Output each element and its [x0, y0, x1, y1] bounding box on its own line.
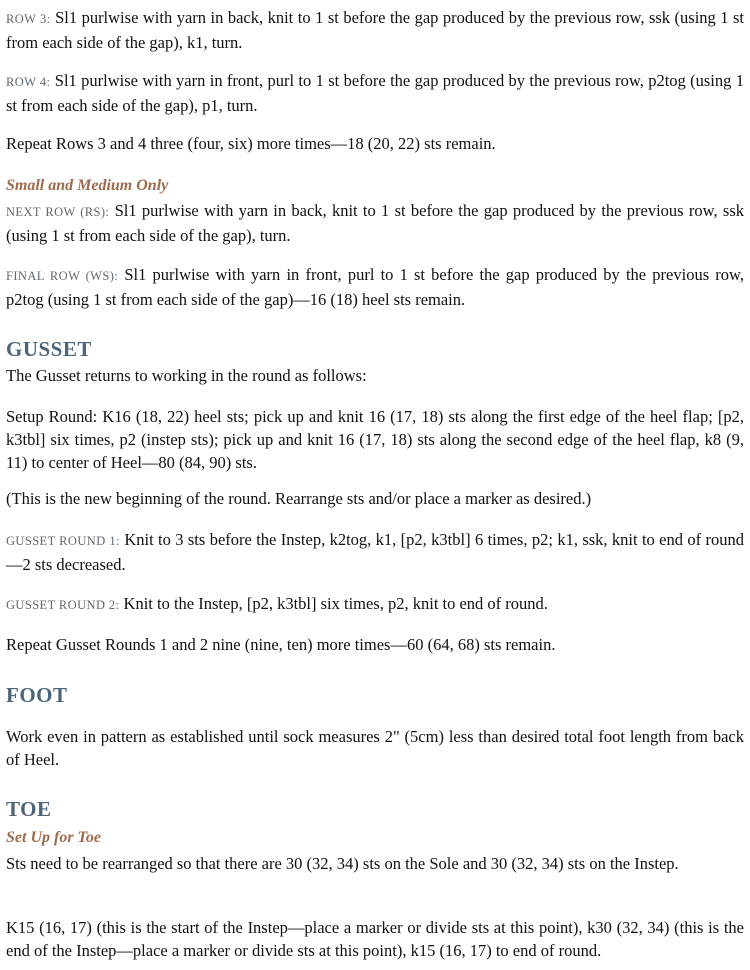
toe-text-1: Sts need to be rearranged so that there are 30 (32, 34) sts on the Sole and 30 (32, 34) sts on the Instep.	[6, 854, 679, 873]
gusset-round-1-label: GUSSET ROUND 1:	[6, 534, 120, 548]
next-row-label: NEXT ROW (RS):	[6, 205, 110, 219]
row-3-instruction	[6, 6, 744, 54]
gusset-intro: The Gusset returns to working in the round as follows:	[6, 366, 367, 385]
final-row-label: FINAL ROW (WS):	[6, 269, 119, 283]
toe-text-2: K15 (16, 17) (this is the start of the Instep—place a marker or divide sts at this point), k30 (32, 34) (this is the end of the Instep—place a marker or divide sts at this point), k15 (16, 17) to end of round.	[6, 918, 744, 960]
small-medium-subheading: Small and Medium Only	[6, 177, 169, 194]
row-4-label: ROW 4:	[6, 75, 51, 89]
toe-setup-subheading: Set Up for Toe	[6, 829, 101, 846]
foot-heading: FOOT	[6, 683, 68, 707]
gusset-round-2-label: GUSSET ROUND 2:	[6, 598, 120, 612]
final-row-instruction	[6, 263, 744, 311]
gusset-round-2-text: Knit to the Instep, [p2, k3tbl] six times, p2, knit to end of round.	[123, 594, 548, 613]
gusset-setup-round: Setup Round: K16 (18, 22) heel sts; pick up and knit 16 (17, 18) sts along the first edge of the heel flap; [p2, k3tbl] six times, p2 (instep sts); pick up and knit 16 (17, 18) sts along the second edge of the heel flap, k8 (9, 11) to center of Heel—80 (84, 90) sts.	[6, 407, 744, 472]
row-4-text: Sl1 purlwise with yarn in front, purl to 1 st before the gap produced by the previous row, p2tog (using 1 st from each side of the gap), p1, turn.	[6, 71, 745, 115]
next-row-text: Sl1 purlwise with yarn in back, knit to 1 st before the gap produced by the previous row, ssk (using 1 st from each side of the gap), turn.	[6, 201, 744, 245]
gusset-heading: GUSSET	[6, 337, 92, 361]
repeat-rows-text: Repeat Rows 3 and 4 three (four, six) more times—18 (20, 22) sts remain.	[6, 134, 496, 153]
row-4-instruction	[6, 69, 744, 117]
next-row-instruction	[6, 199, 744, 247]
gusset-round-2-instruction	[6, 592, 744, 617]
gusset-note: (This is the new beginning of the round. Rearrange sts and/or place a marker as desired.)	[6, 489, 592, 508]
gusset-round-1-text: Knit to 3 sts before the Instep, k2tog, k1, [p2, k3tbl] 6 times, p2; k1, ssk, knit to end of round—2 sts decreased.	[6, 530, 745, 574]
gusset-round-1-instruction	[6, 528, 744, 576]
toe-heading: TOE	[6, 797, 52, 821]
gusset-repeat-text: Repeat Gusset Rounds 1 and 2 nine (nine, ten) more times—60 (64, 68) sts remain.	[6, 635, 556, 654]
foot-text: Work even in pattern as established until sock measures 2" (5cm) less than desired total foot length from back of Heel.	[6, 727, 744, 769]
final-row-text: Sl1 purlwise with yarn in front, purl to 1 st before the gap produced by the previous row, p2tog (using 1 st from each side of the gap)—16 (18) heel sts remain.	[6, 265, 744, 309]
row-3-label: ROW 3:	[6, 12, 51, 26]
row-3-text: Sl1 purlwise with yarn in back, knit to 1 st before the gap produced by the previous row, ssk (using 1 st from each side of the gap), k1, turn.	[6, 8, 745, 52]
